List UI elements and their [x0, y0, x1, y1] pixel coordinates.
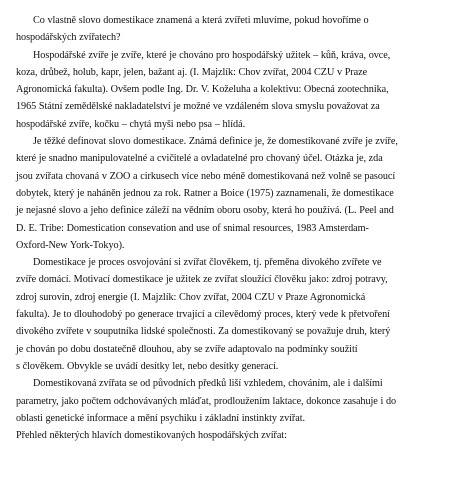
text-line: zdroj surovin, zdroj energie (I. Majzlík: Chov zvířat, 2004 CZU v Praze Agronomická	[16, 291, 366, 303]
text-line: parametry, jako počtem odchovávaných mláďat, prodloužením laktace, dokonce zasahuje i do	[16, 395, 397, 407]
text-line: Domestikace je proces osvojování si zvířat člověkem, tj. přeměna divokého zvířete ve	[33, 257, 382, 269]
text-line: hospodářských zvířatech?	[16, 32, 121, 44]
text-line: 1965 Státní zemědělské nakladatelství je možné ve vzdáleném slova smyslu považovat za	[16, 101, 380, 113]
paragraph-definition-farm-animals	[16, 47, 455, 133]
text-line: koza, drůbež, holub, kapr, jelen, bažant aj. (I. Majzlík: Chov zvířat, 2004 CZU v Praze	[16, 66, 368, 78]
text-line: Přehled některých hlavích domestikovaných hospodářských zvířat:	[16, 430, 287, 442]
text-line: D. E. Tribe: Domestication consevation and use of snimal resources, 1983 Amsterdam-	[16, 222, 369, 234]
text-line: hospodářské zvíře, kočku – chytá myši nebo psa – hlídá.	[16, 118, 246, 130]
paragraph-domestication-process	[16, 254, 455, 375]
text-line: Co vlastně slovo domestikace znamená a která zvířeti mluvíme, pokud hovoříme o	[33, 15, 369, 26]
text-line: fakulta). Je to dlouhodobý po generace trvající a cílevědomý proces, který vede k přetvoření	[16, 309, 390, 321]
text-line: dobytek, který je naháněn jednou za rok. Ratner a Boice (1975) zaznamenali, že domestikace	[16, 187, 394, 199]
paragraph-definition-domestication	[16, 133, 455, 254]
paragraph-overview-heading	[16, 427, 455, 444]
text-line: oblasti genetické informace a mění psychiku i základní instinkty zvířat.	[16, 412, 306, 424]
text-line: jsou zvířata chovaná v ZOO a cirkusech více nebo méně domestikovaná než volně se pasoucí	[16, 170, 396, 182]
text-line: Oxford-New York-Tokyo).	[16, 239, 125, 251]
text-line: Je těžké definovat slovo domestikace. Známá definice je, že domestikované zvíře je zvíře,	[33, 136, 398, 148]
paragraph-domesticated-differences	[16, 375, 455, 427]
text-line: je chován po dobu dostatečně dlouhou, aby se zvíře adaptovalo na podmínky soužití	[16, 343, 358, 355]
text-line: je nejasné slovo a jeho definice záleží na vědním oboru osoby, která ho používá. (L. Peel and	[16, 205, 394, 217]
text-line: divokého zvířete v souputníka lidské společnosti. Za domestikovaný se považuje druh, který	[16, 326, 391, 338]
text-line: které je snadno manipulovatelné a cvičitelé a ovladatelné pro chovaný účel. Otázka je, zda	[16, 153, 383, 165]
paragraph-intro-question	[16, 12, 455, 47]
text-line: Hospodářské zvíře je zvíře, které je chováno pro hospodářský užitek – kůň, kráva, ovce,	[33, 49, 391, 61]
text-line: Agronomická fakulta). Ovšem podle Ing. Dr. V. Koželuha a kolektivu: Obecná zootechnika,	[16, 84, 389, 96]
text-line: Domestikovaná zvířata se od původních předků liší vzhledem, chováním, ale i dalšími	[33, 378, 383, 390]
text-line: s člověkem. Obvykle se uvádí desítky let, nebo desítky generací.	[16, 360, 279, 372]
text-line: zvíře domácí. Motivací domestikace je užitek ze zvířat sloužící člověku jako: zdroj potravy,	[16, 274, 388, 286]
